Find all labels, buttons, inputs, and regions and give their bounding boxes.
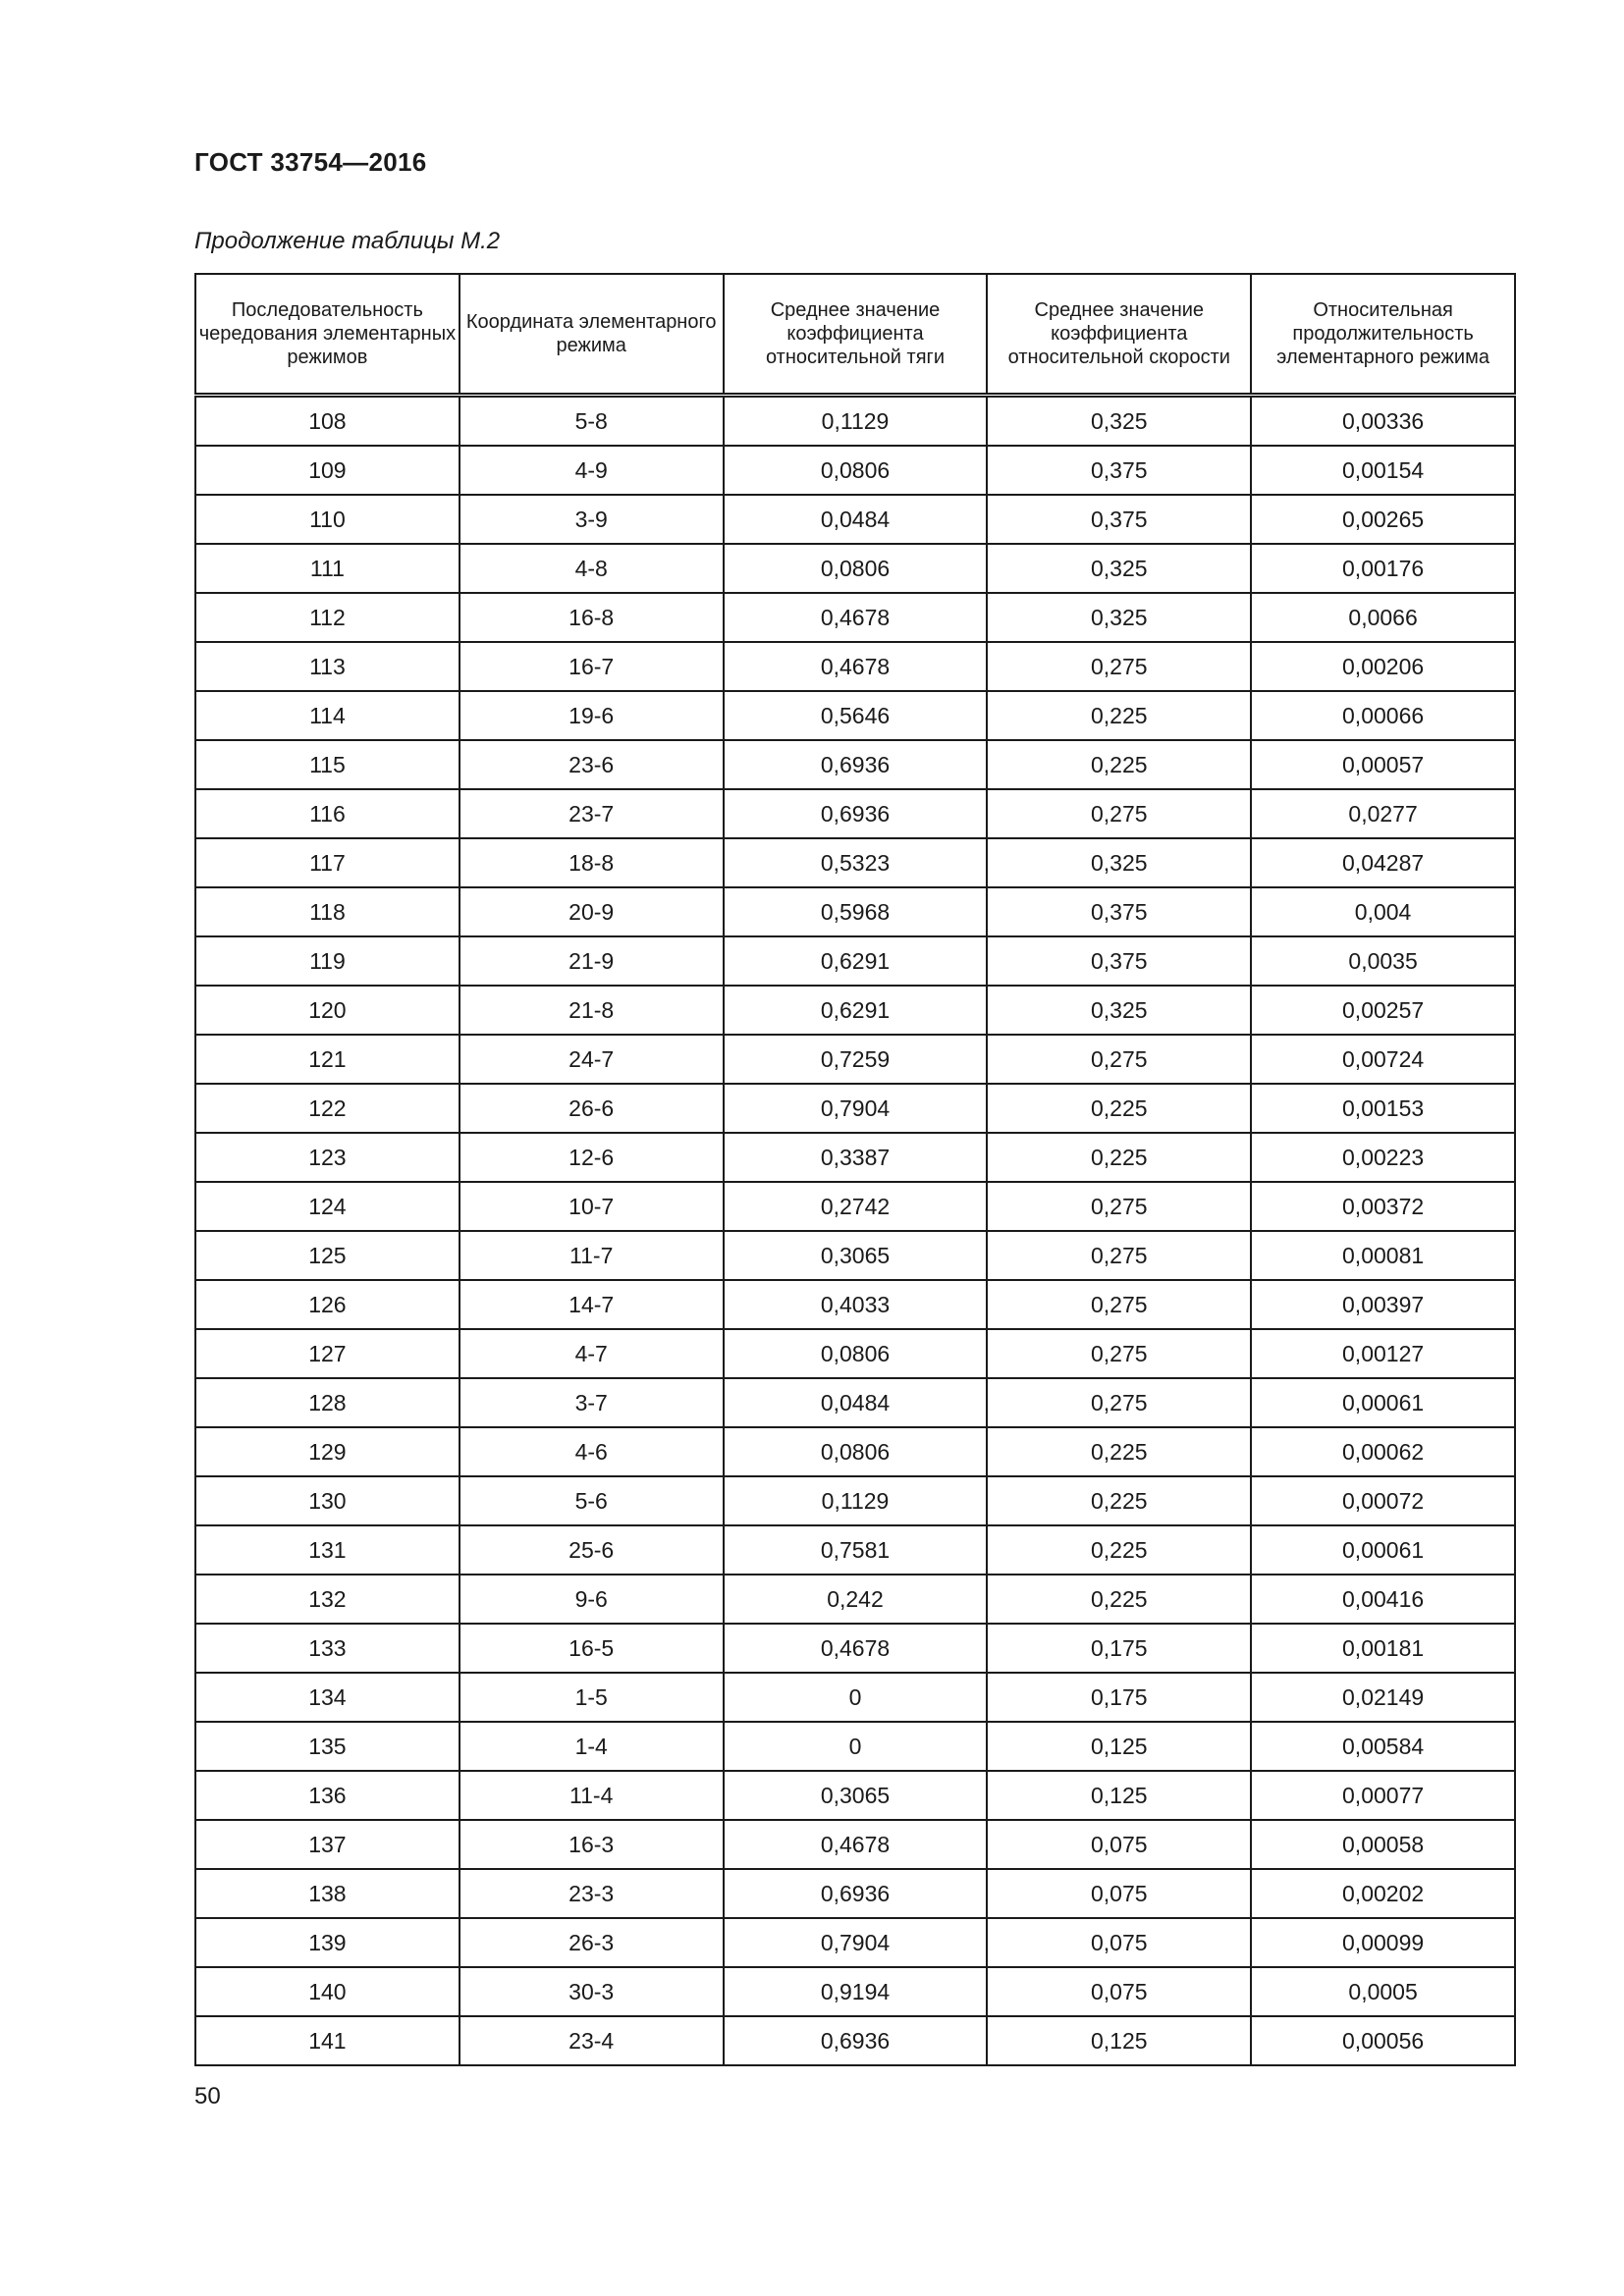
column-header-coordinate: Координата элементарного режима bbox=[460, 274, 724, 396]
cell-thrust-coefficient: 0,0484 bbox=[724, 1378, 988, 1427]
cell-thrust-coefficient: 0,0806 bbox=[724, 1427, 988, 1476]
table-row bbox=[195, 691, 1515, 740]
cell-sequence: 127 bbox=[195, 1329, 460, 1378]
cell-coordinate: 4-7 bbox=[460, 1329, 724, 1378]
cell-speed-coefficient: 0,275 bbox=[987, 1378, 1251, 1427]
cell-speed-coefficient: 0,275 bbox=[987, 1280, 1251, 1329]
table-row bbox=[195, 1329, 1515, 1378]
cell-coordinate: 19-6 bbox=[460, 691, 724, 740]
cell-speed-coefficient: 0,375 bbox=[987, 446, 1251, 495]
cell-sequence: 114 bbox=[195, 691, 460, 740]
cell-sequence: 135 bbox=[195, 1722, 460, 1771]
column-header-relative-duration: Относительная продолжительность элементарного режима bbox=[1251, 274, 1515, 396]
cell-speed-coefficient: 0,125 bbox=[987, 2016, 1251, 2065]
cell-coordinate: 20-9 bbox=[460, 887, 724, 936]
cell-thrust-coefficient: 0,6291 bbox=[724, 986, 988, 1035]
cell-thrust-coefficient: 0,3065 bbox=[724, 1771, 988, 1820]
cell-thrust-coefficient: 0,7904 bbox=[724, 1918, 988, 1967]
cell-relative-duration: 0,00099 bbox=[1251, 1918, 1515, 1967]
cell-coordinate: 4-8 bbox=[460, 544, 724, 593]
column-header-speed-coefficient: Среднее значение коэффициента относительной скорости bbox=[987, 274, 1251, 396]
cell-sequence: 136 bbox=[195, 1771, 460, 1820]
cell-sequence: 128 bbox=[195, 1378, 460, 1427]
table-row bbox=[195, 1722, 1515, 1771]
cell-relative-duration: 0,02149 bbox=[1251, 1673, 1515, 1722]
cell-sequence: 117 bbox=[195, 838, 460, 887]
cell-coordinate: 16-7 bbox=[460, 642, 724, 691]
cell-coordinate: 5-6 bbox=[460, 1476, 724, 1525]
cell-relative-duration: 0,00077 bbox=[1251, 1771, 1515, 1820]
table-row bbox=[195, 740, 1515, 789]
cell-thrust-coefficient: 0,7904 bbox=[724, 1084, 988, 1133]
table-row bbox=[195, 1967, 1515, 2016]
cell-thrust-coefficient: 0,1129 bbox=[724, 1476, 988, 1525]
cell-relative-duration: 0,00223 bbox=[1251, 1133, 1515, 1182]
table-header bbox=[195, 274, 1515, 396]
cell-sequence: 115 bbox=[195, 740, 460, 789]
column-header-thrust-coefficient: Среднее значение коэффициента относительной тяги bbox=[724, 274, 988, 396]
cell-thrust-coefficient: 0,4678 bbox=[724, 642, 988, 691]
cell-sequence: 111 bbox=[195, 544, 460, 593]
cell-relative-duration: 0,00397 bbox=[1251, 1280, 1515, 1329]
column-header-sequence: Последовательность чередования элементарных режимов bbox=[195, 274, 460, 396]
cell-speed-coefficient: 0,225 bbox=[987, 1575, 1251, 1624]
table-row bbox=[195, 1673, 1515, 1722]
table-row bbox=[195, 986, 1515, 1035]
cell-coordinate: 23-6 bbox=[460, 740, 724, 789]
cell-thrust-coefficient: 0,0806 bbox=[724, 544, 988, 593]
cell-thrust-coefficient: 0,4678 bbox=[724, 1820, 988, 1869]
cell-speed-coefficient: 0,075 bbox=[987, 1869, 1251, 1918]
cell-relative-duration: 0,00416 bbox=[1251, 1575, 1515, 1624]
cell-speed-coefficient: 0,225 bbox=[987, 1427, 1251, 1476]
cell-relative-duration: 0,00062 bbox=[1251, 1427, 1515, 1476]
table-row bbox=[195, 1035, 1515, 1084]
cell-speed-coefficient: 0,375 bbox=[987, 936, 1251, 986]
cell-speed-coefficient: 0,225 bbox=[987, 1476, 1251, 1525]
cell-coordinate: 24-7 bbox=[460, 1035, 724, 1084]
table-row bbox=[195, 446, 1515, 495]
cell-speed-coefficient: 0,275 bbox=[987, 1329, 1251, 1378]
cell-speed-coefficient: 0,075 bbox=[987, 1820, 1251, 1869]
table-row bbox=[195, 1133, 1515, 1182]
table-row bbox=[195, 1280, 1515, 1329]
cell-coordinate: 25-6 bbox=[460, 1525, 724, 1575]
cell-thrust-coefficient: 0 bbox=[724, 1722, 988, 1771]
cell-relative-duration: 0,00206 bbox=[1251, 642, 1515, 691]
cell-thrust-coefficient: 0,7259 bbox=[724, 1035, 988, 1084]
cell-thrust-coefficient: 0,0806 bbox=[724, 1329, 988, 1378]
cell-sequence: 123 bbox=[195, 1133, 460, 1182]
cell-coordinate: 23-7 bbox=[460, 789, 724, 838]
cell-relative-duration: 0,00257 bbox=[1251, 986, 1515, 1035]
cell-relative-duration: 0,00058 bbox=[1251, 1820, 1515, 1869]
cell-sequence: 108 bbox=[195, 396, 460, 447]
cell-sequence: 121 bbox=[195, 1035, 460, 1084]
cell-coordinate: 9-6 bbox=[460, 1575, 724, 1624]
cell-coordinate: 5-8 bbox=[460, 396, 724, 447]
cell-coordinate: 4-6 bbox=[460, 1427, 724, 1476]
table-row bbox=[195, 1575, 1515, 1624]
cell-relative-duration: 0,00584 bbox=[1251, 1722, 1515, 1771]
cell-relative-duration: 0,00066 bbox=[1251, 691, 1515, 740]
cell-relative-duration: 0,00724 bbox=[1251, 1035, 1515, 1084]
cell-thrust-coefficient: 0,9194 bbox=[724, 1967, 988, 2016]
table-row bbox=[195, 495, 1515, 544]
cell-sequence: 126 bbox=[195, 1280, 460, 1329]
cell-coordinate: 18-8 bbox=[460, 838, 724, 887]
cell-speed-coefficient: 0,275 bbox=[987, 1231, 1251, 1280]
cell-relative-duration: 0,00372 bbox=[1251, 1182, 1515, 1231]
cell-relative-duration: 0,0277 bbox=[1251, 789, 1515, 838]
page-number: 50 bbox=[194, 2083, 221, 2109]
table-row bbox=[195, 1378, 1515, 1427]
cell-speed-coefficient: 0,275 bbox=[987, 789, 1251, 838]
cell-speed-coefficient: 0,125 bbox=[987, 1771, 1251, 1820]
cell-thrust-coefficient: 0,5646 bbox=[724, 691, 988, 740]
cell-sequence: 122 bbox=[195, 1084, 460, 1133]
cell-thrust-coefficient: 0,3065 bbox=[724, 1231, 988, 1280]
cell-relative-duration: 0,00154 bbox=[1251, 446, 1515, 495]
cell-speed-coefficient: 0,325 bbox=[987, 396, 1251, 447]
cell-relative-duration: 0,0066 bbox=[1251, 593, 1515, 642]
cell-sequence: 125 bbox=[195, 1231, 460, 1280]
cell-speed-coefficient: 0,125 bbox=[987, 1722, 1251, 1771]
cell-speed-coefficient: 0,225 bbox=[987, 1133, 1251, 1182]
cell-thrust-coefficient: 0,0484 bbox=[724, 495, 988, 544]
table-row bbox=[195, 1624, 1515, 1673]
cell-thrust-coefficient: 0,242 bbox=[724, 1575, 988, 1624]
cell-thrust-coefficient: 0,5968 bbox=[724, 887, 988, 936]
cell-relative-duration: 0,00056 bbox=[1251, 2016, 1515, 2065]
table-row bbox=[195, 1427, 1515, 1476]
table-row bbox=[195, 1476, 1515, 1525]
cell-coordinate: 16-8 bbox=[460, 593, 724, 642]
cell-speed-coefficient: 0,375 bbox=[987, 495, 1251, 544]
cell-thrust-coefficient: 0,6291 bbox=[724, 936, 988, 986]
cell-coordinate: 30-3 bbox=[460, 1967, 724, 2016]
table-body bbox=[195, 396, 1515, 2066]
cell-sequence: 131 bbox=[195, 1525, 460, 1575]
cell-relative-duration: 0,00072 bbox=[1251, 1476, 1515, 1525]
cell-coordinate: 1-4 bbox=[460, 1722, 724, 1771]
cell-sequence: 120 bbox=[195, 986, 460, 1035]
cell-speed-coefficient: 0,175 bbox=[987, 1624, 1251, 1673]
cell-sequence: 141 bbox=[195, 2016, 460, 2065]
cell-thrust-coefficient: 0 bbox=[724, 1673, 988, 1722]
cell-relative-duration: 0,00061 bbox=[1251, 1378, 1515, 1427]
cell-sequence: 129 bbox=[195, 1427, 460, 1476]
cell-thrust-coefficient: 0,1129 bbox=[724, 396, 988, 447]
table-row bbox=[195, 1918, 1515, 1967]
cell-speed-coefficient: 0,325 bbox=[987, 986, 1251, 1035]
cell-sequence: 138 bbox=[195, 1869, 460, 1918]
cell-coordinate: 3-9 bbox=[460, 495, 724, 544]
cell-coordinate: 3-7 bbox=[460, 1378, 724, 1427]
cell-relative-duration: 0,00153 bbox=[1251, 1084, 1515, 1133]
cell-coordinate: 11-4 bbox=[460, 1771, 724, 1820]
cell-relative-duration: 0,00336 bbox=[1251, 396, 1515, 447]
cell-coordinate: 14-7 bbox=[460, 1280, 724, 1329]
cell-sequence: 133 bbox=[195, 1624, 460, 1673]
data-table-container bbox=[194, 273, 1514, 2066]
cell-thrust-coefficient: 0,6936 bbox=[724, 1869, 988, 1918]
cell-sequence: 119 bbox=[195, 936, 460, 986]
cell-speed-coefficient: 0,225 bbox=[987, 1084, 1251, 1133]
table-row bbox=[195, 642, 1515, 691]
table-row bbox=[195, 544, 1515, 593]
table-row bbox=[195, 936, 1515, 986]
cell-thrust-coefficient: 0,4678 bbox=[724, 593, 988, 642]
cell-coordinate: 4-9 bbox=[460, 446, 724, 495]
cell-thrust-coefficient: 0,6936 bbox=[724, 789, 988, 838]
cell-thrust-coefficient: 0,5323 bbox=[724, 838, 988, 887]
table-row bbox=[195, 396, 1515, 447]
table-header-row bbox=[195, 274, 1515, 396]
cell-relative-duration: 0,00176 bbox=[1251, 544, 1515, 593]
cell-sequence: 130 bbox=[195, 1476, 460, 1525]
cell-sequence: 137 bbox=[195, 1820, 460, 1869]
cell-speed-coefficient: 0,225 bbox=[987, 691, 1251, 740]
cell-relative-duration: 0,00127 bbox=[1251, 1329, 1515, 1378]
cell-coordinate: 26-6 bbox=[460, 1084, 724, 1133]
table-row bbox=[195, 887, 1515, 936]
cell-sequence: 116 bbox=[195, 789, 460, 838]
cell-relative-duration: 0,00265 bbox=[1251, 495, 1515, 544]
table-row bbox=[195, 838, 1515, 887]
cell-relative-duration: 0,0035 bbox=[1251, 936, 1515, 986]
cell-thrust-coefficient: 0,2742 bbox=[724, 1182, 988, 1231]
data-table bbox=[194, 273, 1516, 2066]
cell-sequence: 118 bbox=[195, 887, 460, 936]
cell-coordinate: 11-7 bbox=[460, 1231, 724, 1280]
cell-coordinate: 21-9 bbox=[460, 936, 724, 986]
cell-sequence: 140 bbox=[195, 1967, 460, 2016]
cell-coordinate: 23-3 bbox=[460, 1869, 724, 1918]
cell-coordinate: 16-3 bbox=[460, 1820, 724, 1869]
cell-sequence: 134 bbox=[195, 1673, 460, 1722]
cell-coordinate: 12-6 bbox=[460, 1133, 724, 1182]
cell-speed-coefficient: 0,075 bbox=[987, 1918, 1251, 1967]
table-row bbox=[195, 1182, 1515, 1231]
cell-relative-duration: 0,00202 bbox=[1251, 1869, 1515, 1918]
cell-relative-duration: 0,0005 bbox=[1251, 1967, 1515, 2016]
cell-thrust-coefficient: 0,6936 bbox=[724, 740, 988, 789]
cell-thrust-coefficient: 0,7581 bbox=[724, 1525, 988, 1575]
table-row bbox=[195, 789, 1515, 838]
cell-thrust-coefficient: 0,4678 bbox=[724, 1624, 988, 1673]
cell-relative-duration: 0,004 bbox=[1251, 887, 1515, 936]
cell-speed-coefficient: 0,325 bbox=[987, 838, 1251, 887]
cell-coordinate: 16-5 bbox=[460, 1624, 724, 1673]
cell-sequence: 113 bbox=[195, 642, 460, 691]
table-row bbox=[195, 593, 1515, 642]
cell-speed-coefficient: 0,325 bbox=[987, 593, 1251, 642]
cell-coordinate: 10-7 bbox=[460, 1182, 724, 1231]
cell-coordinate: 21-8 bbox=[460, 986, 724, 1035]
cell-speed-coefficient: 0,275 bbox=[987, 642, 1251, 691]
table-row bbox=[195, 1869, 1515, 1918]
cell-relative-duration: 0,04287 bbox=[1251, 838, 1515, 887]
cell-speed-coefficient: 0,225 bbox=[987, 740, 1251, 789]
cell-sequence: 132 bbox=[195, 1575, 460, 1624]
cell-relative-duration: 0,00057 bbox=[1251, 740, 1515, 789]
cell-speed-coefficient: 0,275 bbox=[987, 1182, 1251, 1231]
table-row bbox=[195, 1820, 1515, 1869]
cell-sequence: 110 bbox=[195, 495, 460, 544]
cell-thrust-coefficient: 0,0806 bbox=[724, 446, 988, 495]
cell-relative-duration: 0,00181 bbox=[1251, 1624, 1515, 1673]
cell-speed-coefficient: 0,275 bbox=[987, 1035, 1251, 1084]
cell-speed-coefficient: 0,375 bbox=[987, 887, 1251, 936]
cell-thrust-coefficient: 0,6936 bbox=[724, 2016, 988, 2065]
table-row bbox=[195, 1771, 1515, 1820]
cell-sequence: 109 bbox=[195, 446, 460, 495]
table-row bbox=[195, 1525, 1515, 1575]
table-caption: Продолжение таблицы М.2 bbox=[194, 228, 501, 254]
document-code: ГОСТ 33754—2016 bbox=[194, 147, 427, 177]
cell-speed-coefficient: 0,175 bbox=[987, 1673, 1251, 1722]
cell-coordinate: 1-5 bbox=[460, 1673, 724, 1722]
table-row bbox=[195, 2016, 1515, 2065]
cell-relative-duration: 0,00081 bbox=[1251, 1231, 1515, 1280]
cell-sequence: 124 bbox=[195, 1182, 460, 1231]
table-row bbox=[195, 1231, 1515, 1280]
cell-speed-coefficient: 0,075 bbox=[987, 1967, 1251, 2016]
cell-sequence: 139 bbox=[195, 1918, 460, 1967]
cell-speed-coefficient: 0,225 bbox=[987, 1525, 1251, 1575]
cell-coordinate: 26-3 bbox=[460, 1918, 724, 1967]
cell-thrust-coefficient: 0,4033 bbox=[724, 1280, 988, 1329]
cell-sequence: 112 bbox=[195, 593, 460, 642]
cell-thrust-coefficient: 0,3387 bbox=[724, 1133, 988, 1182]
table-row bbox=[195, 1084, 1515, 1133]
cell-relative-duration: 0,00061 bbox=[1251, 1525, 1515, 1575]
cell-speed-coefficient: 0,325 bbox=[987, 544, 1251, 593]
cell-coordinate: 23-4 bbox=[460, 2016, 724, 2065]
